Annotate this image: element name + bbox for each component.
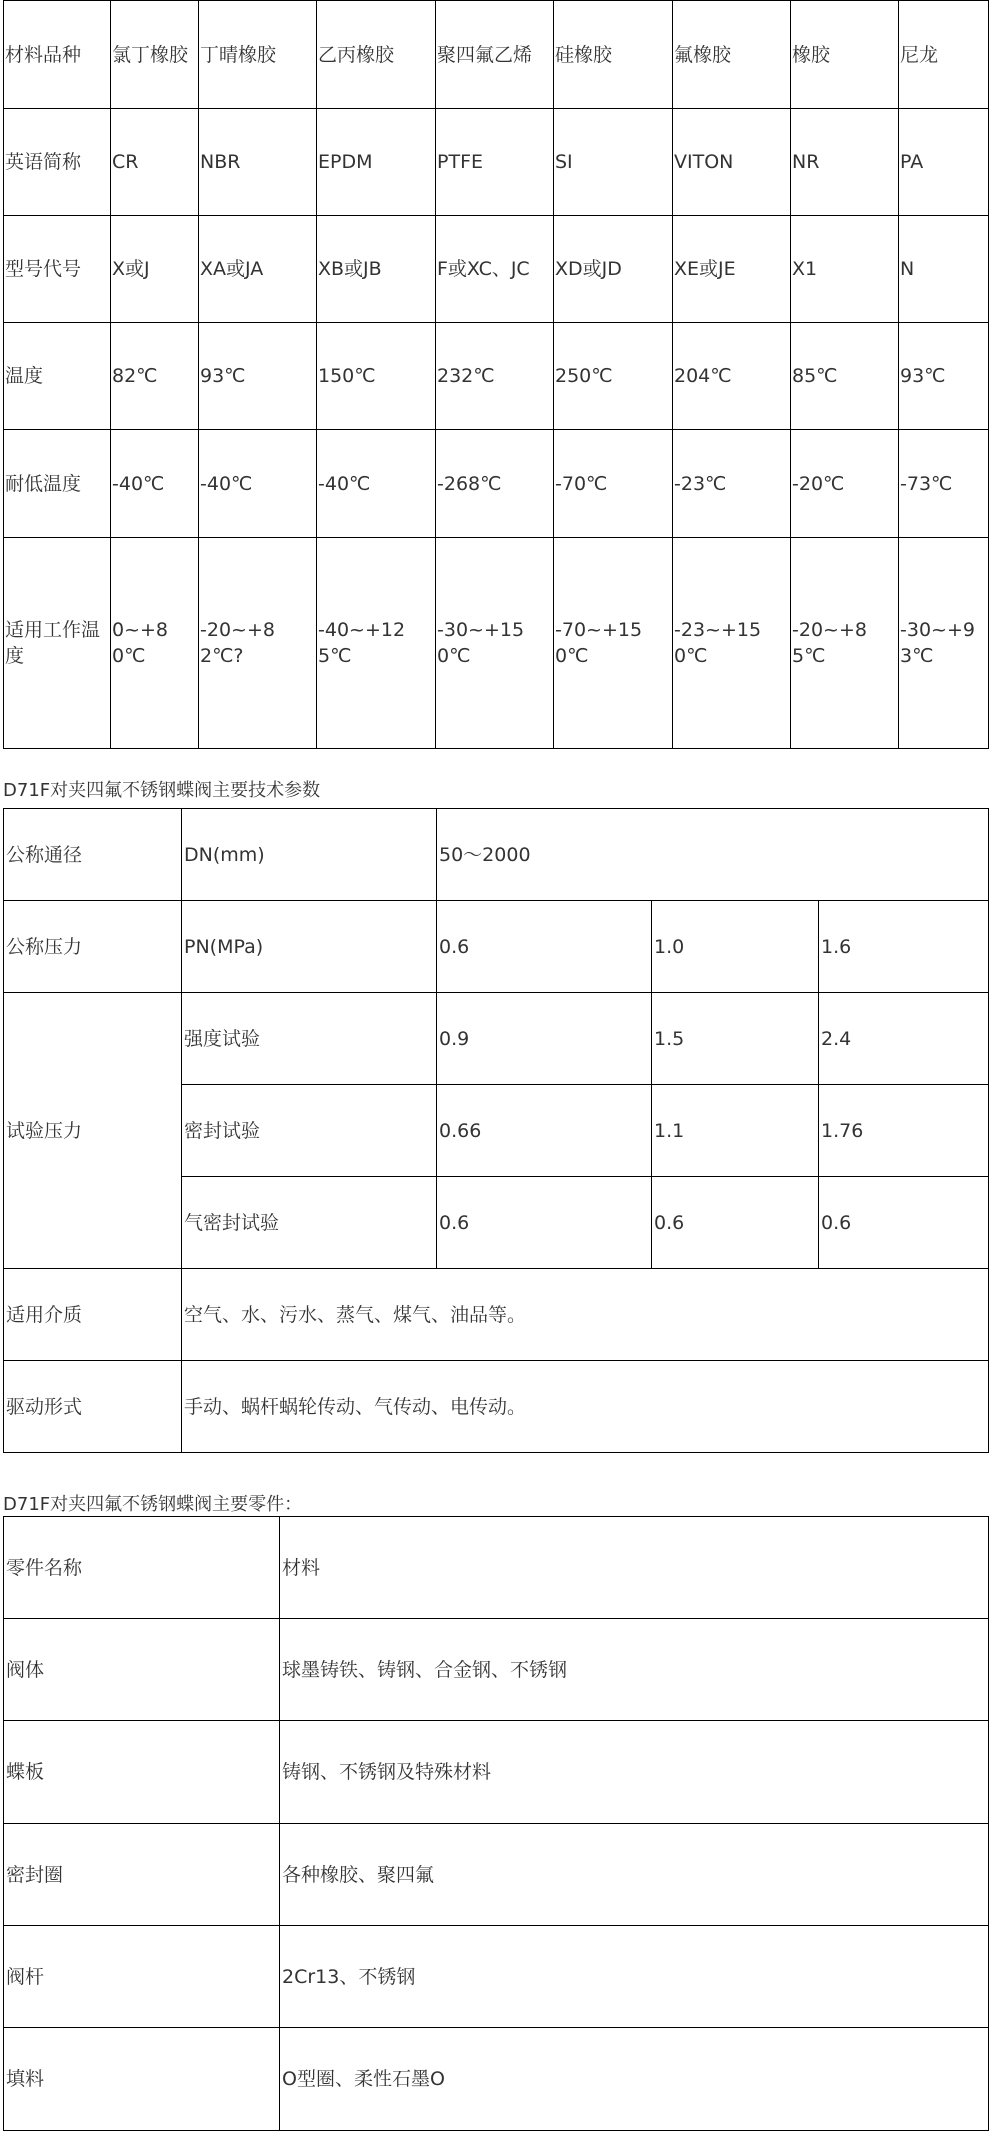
table-cell: X或J [111,216,199,323]
table-cell: 适用介质 [4,1269,182,1361]
table-row [4,1269,989,1361]
table-cell: -20~+82℃? [199,538,317,749]
table-cell: 型号代号 [4,216,111,323]
table-row [4,809,989,901]
table-cell: 手动、蜗杆蜗轮传动、气传动、电传动。 [182,1361,989,1453]
table-cell: PTFE [436,109,554,216]
table-cell: 橡胶 [791,1,899,109]
table-row [4,1721,989,1824]
table-cell: EPDM [317,109,436,216]
table-cell: 密封圈 [4,1824,280,1926]
table-cell: 尼龙 [899,1,989,109]
table-cell: 1.76 [819,1085,989,1177]
table-cell: 0~+80℃ [111,538,199,749]
material-table-body [4,1,989,749]
table-cell: 丁晴橡胶 [199,1,317,109]
table-cell: -30~+150℃ [436,538,554,749]
table-row [4,1517,989,1619]
table-cell: 硅橡胶 [554,1,673,109]
table-cell: XE或JE [673,216,791,323]
table-cell: -20~+85℃ [791,538,899,749]
table-cell: 1.6 [819,901,989,993]
table-cell: -40~+125℃ [317,538,436,749]
table-cell: 2.4 [819,993,989,1085]
table-cell: 材料 [280,1517,989,1619]
table-cell: 2Cr13、不锈钢 [280,1926,989,2028]
table-cell: 温度 [4,323,111,430]
table-cell: 150℃ [317,323,436,430]
table-cell: 密封试验 [182,1085,437,1177]
table-cell: 250℃ [554,323,673,430]
table-cell: 1.0 [652,901,819,993]
table-cell: 阀杆 [4,1926,280,2028]
table-cell: 适用工作温度 [4,538,111,749]
table-cell: XB或JB [317,216,436,323]
table-cell: 氟橡胶 [673,1,791,109]
table-cell: -20℃ [791,430,899,538]
table-cell: 铸钢、不锈钢及特殊材料 [280,1721,989,1824]
table-row [4,1,989,109]
table-cell: 0.6 [819,1177,989,1269]
table-cell: CR [111,109,199,216]
table-cell: 聚四氟乙烯 [436,1,554,109]
table-cell: 50～2000 [437,809,989,901]
table-cell: 93℃ [899,323,989,430]
table-cell: 0.6 [437,1177,652,1269]
table-row [4,216,989,323]
table-cell: -23~+150℃ [673,538,791,749]
table-cell: NR [791,109,899,216]
table-cell: 英语简称 [4,109,111,216]
table-cell: 空气、水、污水、蒸气、煤气、油品等。 [182,1269,989,1361]
table-cell: SI [554,109,673,216]
table-cell: PN(MPa) [182,901,437,993]
table-cell: 204℃ [673,323,791,430]
table-row [4,901,989,993]
table-cell: NBR [199,109,317,216]
table-cell: -40℃ [317,430,436,538]
tech-params-caption: D71F对夹四氟不锈钢蝶阀主要技术参数 [3,780,321,801]
table-cell: 材料品种 [4,1,111,109]
table-cell: DN(mm) [182,809,437,901]
table-cell: -30~+93℃ [899,538,989,749]
table-row [4,2028,989,2131]
table-row [4,1619,989,1721]
table-cell: 82℃ [111,323,199,430]
table-cell: 0.66 [437,1085,652,1177]
table-cell: 填料 [4,2028,280,2131]
table-row [4,993,989,1085]
table-cell: PA [899,109,989,216]
table-row [4,538,989,749]
parts-table [3,1516,989,2131]
table-cell: 气密封试验 [182,1177,437,1269]
table-row [4,1361,989,1453]
table-cell: 球墨铸铁、铸钢、合金钢、不锈钢 [280,1619,989,1721]
table-cell: 公称压力 [4,901,182,993]
table-cell: -23℃ [673,430,791,538]
table-cell: 试验压力 [4,993,182,1269]
table-cell: 乙丙橡胶 [317,1,436,109]
table-cell: O型圈、柔性石墨O [280,2028,989,2131]
table-cell: VITON [673,109,791,216]
table-cell: 氯丁橡胶 [111,1,199,109]
table-cell: 耐低温度 [4,430,111,538]
tech-params-table [3,808,989,1453]
table-cell: -70~+150℃ [554,538,673,749]
table-row [4,1824,989,1926]
table-cell: -40℃ [199,430,317,538]
table-cell: 0.6 [437,901,652,993]
table-cell: 强度试验 [182,993,437,1085]
table-cell: 0.6 [652,1177,819,1269]
table-cell: 1.5 [652,993,819,1085]
table-cell: -268℃ [436,430,554,538]
table-cell: XD或JD [554,216,673,323]
table-cell: 零件名称 [4,1517,280,1619]
table-cell: -40℃ [111,430,199,538]
table-cell: 蝶板 [4,1721,280,1824]
table-cell: F或XC、JC [436,216,554,323]
parts-caption: D71F对夹四氟不锈钢蝶阀主要零件： [3,1494,303,1515]
table-cell: 阀体 [4,1619,280,1721]
table-cell: 公称通径 [4,809,182,901]
table-cell: 各种橡胶、聚四氟 [280,1824,989,1926]
table-cell: -73℃ [899,430,989,538]
table-cell: 232℃ [436,323,554,430]
table-cell: 1.1 [652,1085,819,1177]
table-row [4,1926,989,2028]
parts-table-body [4,1517,989,2131]
table-cell: X1 [791,216,899,323]
table-cell: XA或JA [199,216,317,323]
table-cell: 93℃ [199,323,317,430]
table-cell: -70℃ [554,430,673,538]
table-cell: 0.9 [437,993,652,1085]
table-cell: N [899,216,989,323]
material-comparison-table [3,0,989,749]
table-cell: 85℃ [791,323,899,430]
table-row [4,430,989,538]
table-row [4,109,989,216]
table-cell: 驱动形式 [4,1361,182,1453]
table-row [4,323,989,430]
